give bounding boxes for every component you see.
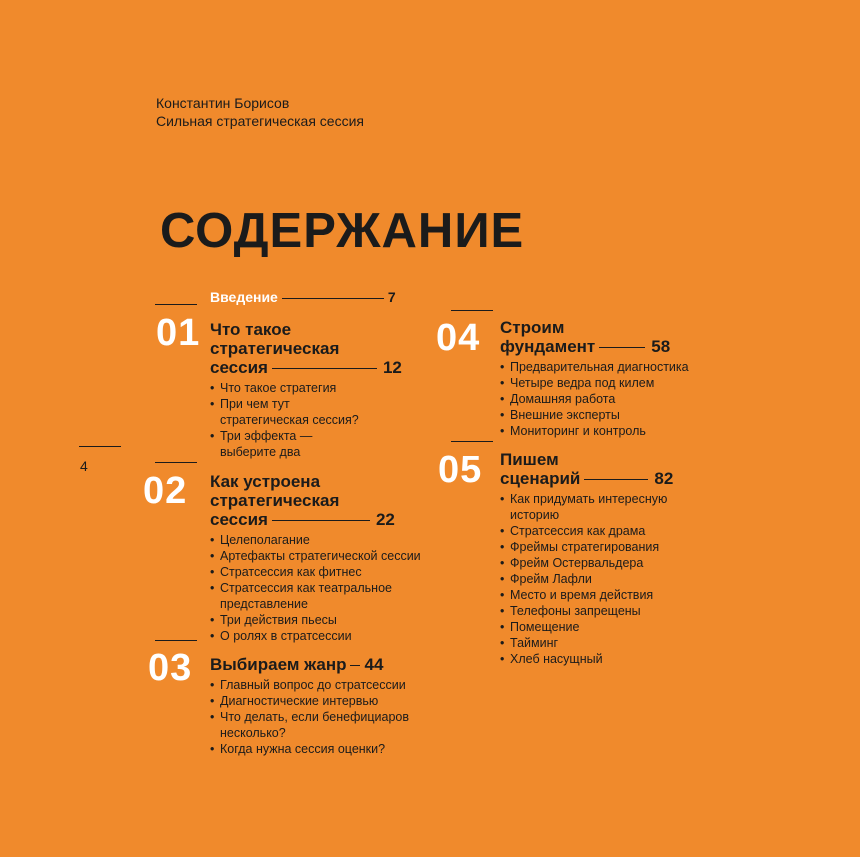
- list-item: несколько?: [220, 726, 286, 740]
- section-title-line: сессия: [210, 358, 268, 377]
- rule-section-03: [155, 640, 197, 641]
- list-item: • Целеполагание: [210, 532, 421, 548]
- page-title: СОДЕРЖАНИЕ: [160, 204, 525, 258]
- page-number: 4: [80, 458, 88, 474]
- section-page: 22: [375, 510, 395, 529]
- list-item: • Фрейм Лафли: [500, 571, 673, 587]
- toc-intro[interactable]: [210, 288, 396, 306]
- list-item: историю: [510, 508, 560, 522]
- leader-line: [350, 665, 360, 666]
- rule-intro: [155, 304, 197, 305]
- list-item: • Стратсессия как фитнес: [210, 564, 421, 580]
- list-item: стратегическая сессия?: [220, 413, 359, 427]
- list-item: • Домашняя работа: [500, 391, 689, 407]
- section-number-03: 03: [148, 647, 193, 689]
- list-item: • Артефакты стратегической сессии: [210, 548, 421, 564]
- leader-line: [584, 479, 648, 480]
- leader-line: [599, 347, 645, 348]
- list-item: • Хлеб насущный: [500, 651, 673, 667]
- rule-folio: [79, 446, 121, 447]
- section-title-line: фундамент: [500, 337, 596, 356]
- section-title-line: Как устроена: [210, 472, 321, 491]
- list-item: • Как придумать интересную: [500, 491, 673, 507]
- book-title: Сильная стратегическая сессия: [156, 113, 364, 129]
- list-item: • Внешние эксперты: [500, 407, 689, 423]
- section-title-line: сценарий: [500, 469, 581, 488]
- list-item: • Стратсессия как театральное: [210, 580, 421, 596]
- section-number-01: 01: [156, 312, 201, 354]
- list-item: • Диагностические интервью: [210, 693, 409, 709]
- toc-section-02[interactable]: [210, 472, 421, 644]
- rule-section-02: [155, 462, 197, 463]
- section-title-line: Пишем: [500, 450, 559, 469]
- section-title-line: сессия: [210, 510, 268, 529]
- list-item: • Когда нужна сессия оценки?: [210, 741, 409, 757]
- section-title-line: стратегическая: [210, 491, 340, 510]
- leader-line: [272, 368, 377, 369]
- list-item: • Главный вопрос до стратсессии: [210, 677, 409, 693]
- intro-label: Введение: [210, 289, 278, 305]
- list-item: • Место и время действия: [500, 587, 673, 603]
- toc-section-05[interactable]: [500, 450, 673, 667]
- list-item: • Помещение: [500, 619, 673, 635]
- toc-section-04[interactable]: [500, 318, 689, 439]
- intro-page: 7: [387, 289, 396, 305]
- section-page: 58: [651, 337, 671, 356]
- list-item: • Что такое стратегия: [210, 380, 402, 396]
- list-item: выберите два: [220, 445, 301, 459]
- section-page: 82: [654, 469, 674, 488]
- toc-section-03[interactable]: [210, 655, 409, 757]
- section-title-line: Что такое: [210, 320, 292, 339]
- list-item: • Три эффекта —: [210, 428, 402, 444]
- toc-section-01[interactable]: [210, 320, 402, 460]
- section-number-02: 02: [143, 470, 188, 512]
- list-item: • Три действия пьесы: [210, 612, 421, 628]
- section-number-05: 05: [438, 449, 483, 491]
- list-item: представление: [220, 597, 308, 611]
- list-item: • Фреймы стратегирования: [500, 539, 673, 555]
- leader-line: [272, 520, 370, 521]
- section-title-line: Выбираем жанр: [210, 655, 347, 674]
- rule-section-04: [451, 310, 493, 311]
- leader-line: [282, 298, 384, 299]
- list-item: • Фрейм Остервальдера: [500, 555, 673, 571]
- list-item: • Стратсессия как драма: [500, 523, 673, 539]
- section-number-04: 04: [436, 317, 481, 359]
- section-page: 12: [382, 358, 402, 377]
- list-item: • О ролях в стратсессии: [210, 628, 421, 644]
- list-item: • Предварительная диагностика: [500, 359, 689, 375]
- list-item: • Что делать, если бенефициаров: [210, 709, 409, 725]
- list-item: • Мониторинг и контроль: [500, 423, 689, 439]
- rule-section-05: [451, 441, 493, 442]
- author-name: Константин Борисов: [156, 95, 290, 111]
- section-title-line: Строим: [500, 318, 565, 337]
- section-title-line: стратегическая: [210, 339, 340, 358]
- section-page: 44: [364, 655, 384, 674]
- list-item: • Четыре ведра под килем: [500, 375, 689, 391]
- list-item: • Телефоны запрещены: [500, 603, 673, 619]
- list-item: • Тайминг: [500, 635, 673, 651]
- list-item: • При чем тут: [210, 396, 402, 412]
